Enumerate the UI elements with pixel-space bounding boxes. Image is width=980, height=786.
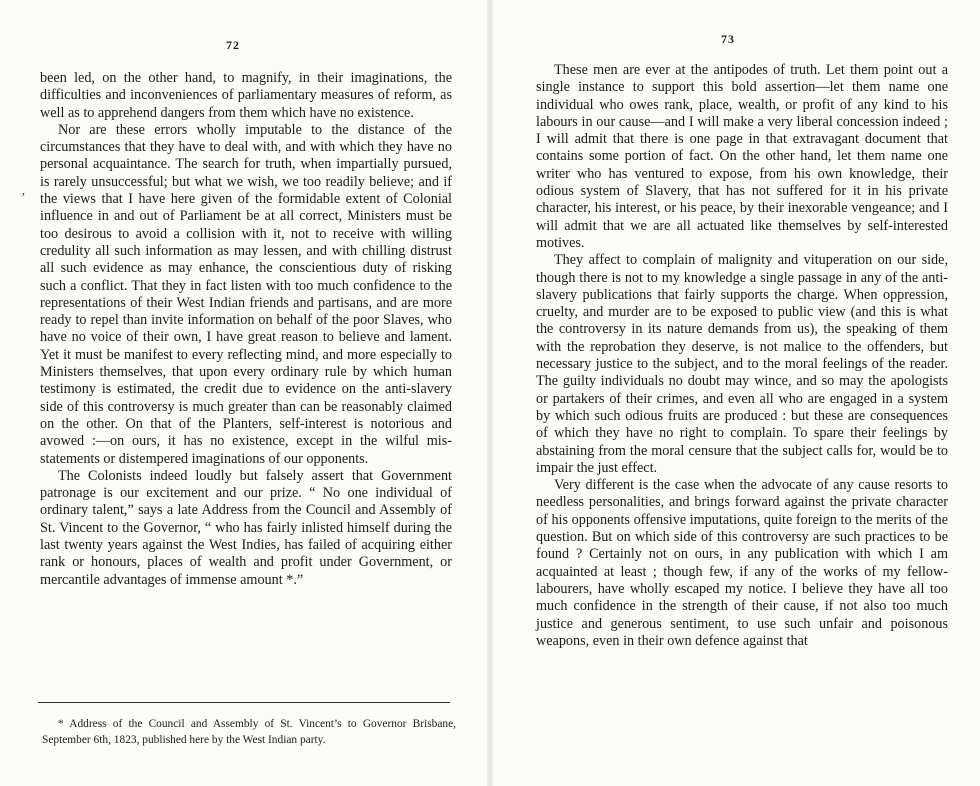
page-number: 72	[226, 38, 240, 52]
right-text-block	[536, 62, 948, 650]
paragraph: They affect to complain of malignity and vituperation on our side, though there is not to my knowledge a single passage in any of the anti-slavery publications that fairly supports the charge. When oppression, cruelty, and murder are to be exposed to public view (and this is what the controversy in its nature demands from us), the speaking of them with the reprobation they deserve, is not malice to the offenders, but necessary justice to the subject, and to the moral feelings of the reader. The guilty individuals no doubt may wince, and so may the apologists or partakers of their crimes, and even all who are engaged in a system by which such odious fruits are produced : but these are consequences of which they have no right to complain. To spare their feelings by abstaining from the moral censure that the subject calls for, would be to impair the just effect.	[536, 252, 948, 476]
margin-mark: ,	[22, 183, 25, 197]
page-number: 73	[721, 32, 735, 46]
paragraph: The Colonists indeed loudly but falsely assert that Government patronage is our excitement and our prize. “ No one individual of ordinary talent,” says a late Address from the Council and Assembly of St. Vincent to the Governor, “ who has fairly inlisted himself during the last twenty years against the West Indies, has failed of acquiring either rank or honours, places of wealth and profit under Government, or mercantile advantages of immense amount *.”	[40, 467, 452, 588]
left-text-block	[40, 70, 452, 589]
paragraph: Nor are these errors wholly imputable to the distance of the circumstances that they have to deal with, and with which they have no personal acquaintance. The search for truth, when impartially pursued, is rarely unsuccessful; but what we wish, we too readily believe; and if the views that I have here given of the formidable extent of Colonial influence in and out of Parliament be at all correct, Ministers must be too desirous to avoid a collision with it, not to receive with willing credulity all such information as may lessen, and with chilling distrust all such evidence as may enhance, the conscientious duty of risking such a conflict. That they in fact listen with too much confidence to the representations of their West Indian friends and partisans, and are more ready to repel than invite information on behalf of the poor Slaves, who have no voice of their own, I have great reason to believe and lament. Yet it must be manifest to every reflecting mind, and more especially to Ministers themselves, that upon every ordinary rule by which human testimony is estimated, the credit due to evidence on the anti-slavery side of this controversy is much greater than can be reasonably claimed on the other. On that of the Planters, self-interest is notorious and avowed :—on ours, it has no existence, except in the wilful mis-statements or distempered imaginations of our opponents.	[40, 121, 452, 467]
footnote-rule	[38, 702, 450, 703]
paragraph: been led, on the other hand, to magnify, in their imaginations, the difficulties and inconveniences of parliamentary measures of reform, as well as to apprehend dangers from them which have no existence.	[40, 70, 452, 121]
footnote: * Address of the Council and Assembly of St. Vincent’s to Governor Brisbane, September 6th, 1823, published here by the West Indian party.	[42, 718, 456, 746]
paragraph: Very different is the case when the advocate of any cause resorts to needless personalities, and brings forward against the private character of his opponents offensive imputations, quite foreign to the merits of the question. But on which side of this controversy are such practices to be found ? Certainly not on ours, in any publication with which I am acquainted at least ; though few, if any of the works of my fellow-labourers, have wholly escaped my notice. I believe they have all too much confidence in the strength of their cause, if not also too much justice and generous sentiment, to use such unfair and poisonous weapons, even in their own defence against that	[536, 477, 948, 649]
paragraph: These men are ever at the antipodes of truth. Let them point out a single instance to support this bold assertion—let them name one individual who owes rank, place, wealth, or profit of any kind to his labours in our cause—and I will make a very liberal concession indeed ; I will admit that there is one page in that extravagant document that contains some portion of fact. On the other hand, let them name one writer who has ventured to expose, from his own knowledge, their odious system of Slavery, that has not suffered for it in his private character, his interest, or his peace, by their inexorable vengeance; and I will admit that we are all actuated like themselves by self-interested motives.	[536, 62, 948, 251]
right-page	[490, 0, 980, 786]
